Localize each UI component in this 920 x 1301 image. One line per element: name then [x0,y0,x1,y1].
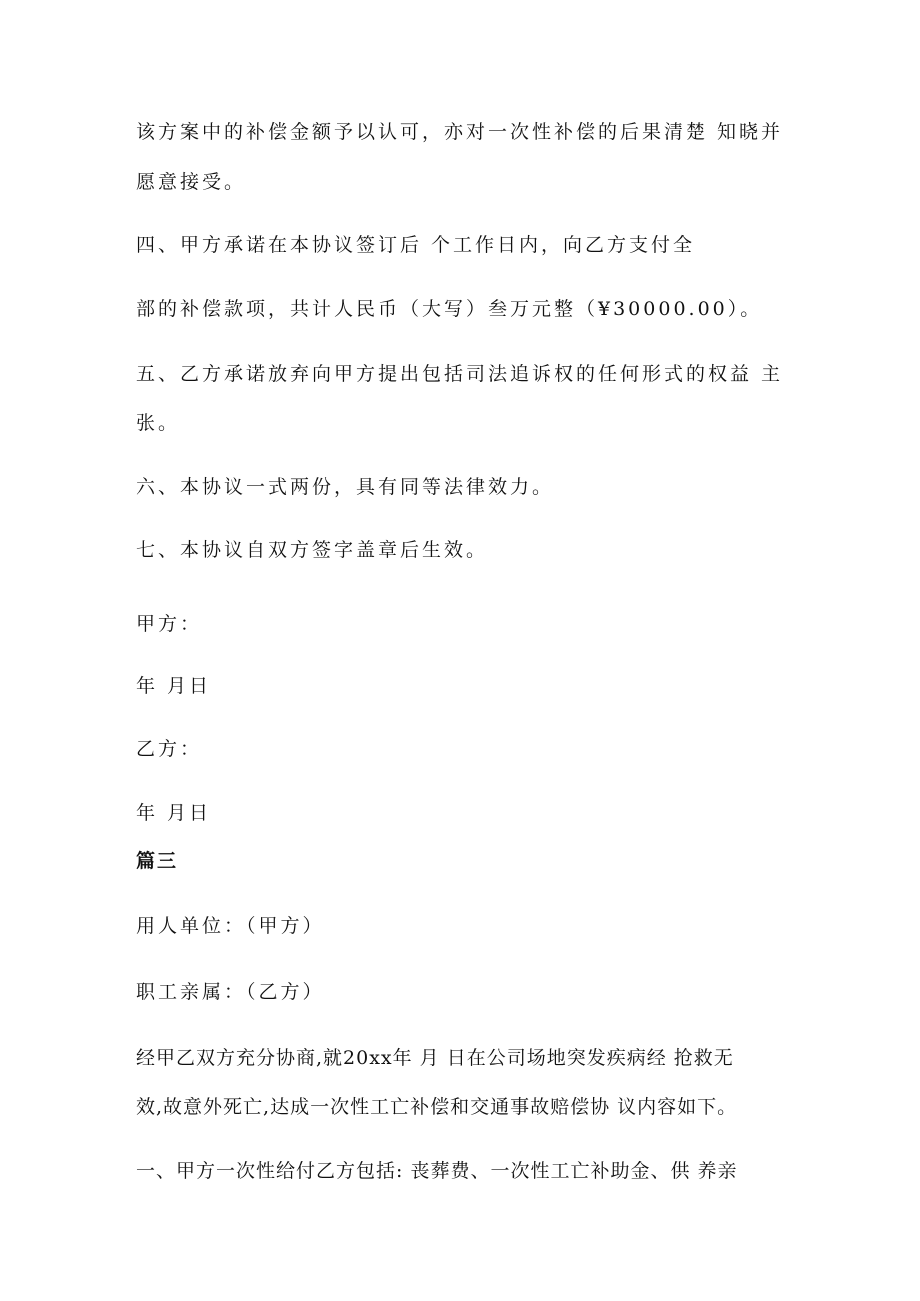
employer-label: 用人单位：（甲方） [136,915,325,937]
paragraph-line-1: 该方案中的补偿金额予以认可，亦对一次性补偿的后果清楚 知晓并 [136,121,784,143]
party-b-date: 年 月日 [136,802,212,824]
section-heading: 篇三 [136,850,179,872]
employee-relatives-label: 职工亲属：（乙方） [136,981,325,1003]
clause-five-line-1: 五、乙方承诺放弃向甲方提出包括司法追诉权的任何形式的权益 主 [136,363,784,385]
clause-five-line-2: 张。 [136,412,181,434]
party-a-signature-label: 甲方： [136,613,203,635]
clause-six: 六、本协议一式两份，具有同等法律效力。 [136,476,555,498]
agreement-intro-line-1: 经甲乙双方充分协商,就20xx年 月 日在公司场地突发疾病经 抢救无 [136,1047,734,1069]
party-b-signature-label: 乙方： [136,738,203,760]
agreement-intro-line-2: 效,故意外死亡,达成一次性工亡补偿和交通事故赔偿协 议内容如下。 [136,1096,738,1118]
clause-four-line-2: 部的补偿款项，共计人民币（大写）叁万元整（¥30000.00）。 [136,298,763,320]
clause-four-line-1: 四、甲方承诺在本协议签订后 个工作日内，向乙方支付全 [136,234,696,256]
clause-seven: 七、本协议自双方签字盖章后生效。 [136,539,489,561]
paragraph-line-2: 愿意接受。 [136,171,247,193]
clause-one-line-1: 一、甲方一次性给付乙方包括: 丧葬费、一次性工亡补助金、供 养亲 [136,1160,738,1182]
party-a-date: 年 月日 [136,675,212,697]
